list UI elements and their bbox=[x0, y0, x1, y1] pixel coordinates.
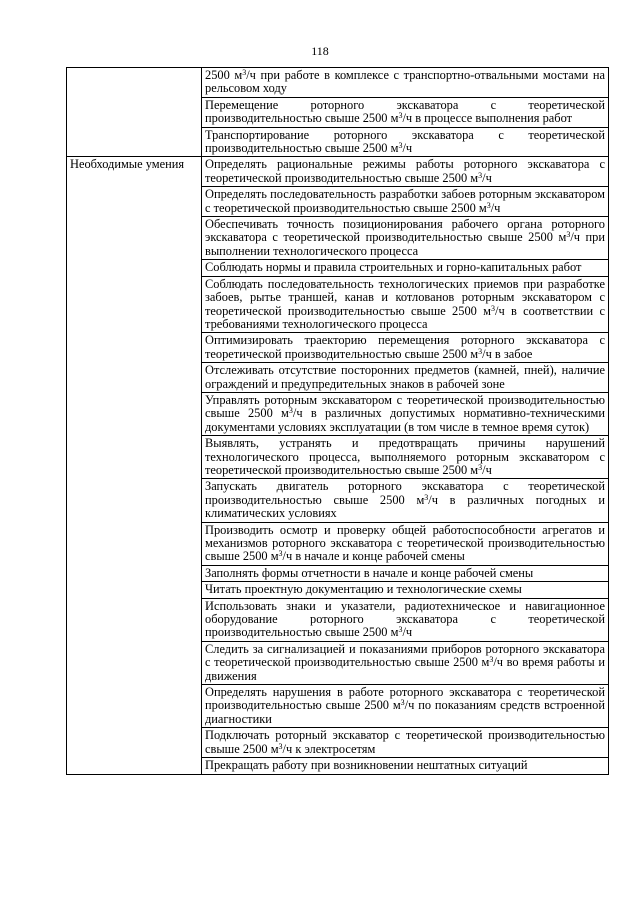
requirement-text: Определять последовательность разработки забоев роторным экскаватором с теоретической производительностью свыше 2500 $м^3/ч$ bbox=[202, 187, 609, 217]
requirement-text: 2500 $м^3/ч$ при работе в комплексе с транспортно-отвальными мостами на рельсовом ходу bbox=[202, 68, 609, 98]
requirement-text: Запускать двигатель роторного экскаватора с теоретической производительностью свыше 2500 $м^3/ч$ в различных погодных и климатических условиях bbox=[202, 479, 609, 522]
requirements-table bbox=[66, 67, 609, 775]
requirement-text: Управлять роторным экскаватором с теоретической производительностью свыше 2500 $м^3/ч$ в различных допустимых нормативно-техническими документами условиях эксплуатации (в том числе в темное время суток) bbox=[202, 392, 609, 435]
section-label bbox=[67, 68, 202, 157]
table-row bbox=[67, 68, 609, 98]
requirement-text: Отслеживать отсутствие посторонних предметов (камней, пней), наличие ограждений и предупредительных знаков в рабочей зоне bbox=[202, 363, 609, 393]
requirement-text: Прекращать работу при возникновении нештатных ситуаций bbox=[202, 758, 609, 774]
requirement-text: Оптимизировать траекторию перемещения роторного экскаватора с теоретической производительностью свыше 2500 $м^3/ч$ в забое bbox=[202, 333, 609, 363]
page-number: 118 bbox=[311, 44, 329, 58]
section-label: Необходимые умения bbox=[67, 157, 202, 774]
requirement-text: Определять нарушения в работе роторного экскаватора с теоретической производительностью свыше 2500 $м^3/ч$ по показаниям средств встроенной диагностики bbox=[202, 685, 609, 728]
requirement-text: Соблюдать последовательность технологических приемов при разработке забоев, рытье траншей, канав и котлованов роторным экскаватором с теоретической производительностью свыше 2500 $м^3/ч$ в соответствии с требованиями технологического процесса bbox=[202, 276, 609, 333]
requirement-text: Определять рациональные режимы работы роторного экскаватора с теоретической производительностью свыше 2500 $м^3/ч$ bbox=[202, 157, 609, 187]
requirement-text: Перемещение роторного экскаватора с теоретической производительностью свыше 2500 $м^3/ч$ в процессе выполнения работ bbox=[202, 97, 609, 127]
table-row bbox=[67, 157, 609, 187]
requirement-text: Заполнять формы отчетности в начале и конце рабочей смены bbox=[202, 565, 609, 581]
requirement-text: Производить осмотр и проверку общей работоспособности агрегатов и механизмов роторного экскаватора с теоретической производительностью свыше 2500 $м^3/ч$ в начале и конце рабочей смены bbox=[202, 522, 609, 565]
table-body bbox=[67, 68, 609, 775]
requirement-text: Использовать знаки и указатели, радиотехническое и навигационное оборудование роторного экскаватора с теоретической производительностью свыше 2500 $м^3/ч$ bbox=[202, 598, 609, 641]
requirement-text: Следить за сигнализацией и показаниями приборов роторного экскаватора с теоретической производительностью свыше 2500 $м^3/ч$ во время работы и движения bbox=[202, 641, 609, 684]
requirement-text: Читать проектную документацию и технологические схемы bbox=[202, 582, 609, 598]
requirement-text: Соблюдать нормы и правила строительных и горно-капитальных работ bbox=[202, 260, 609, 276]
requirement-text: Выявлять, устранять и предотвращать причины нарушений технологического процесса, выполняемого роторным экскаватором с теоретической производительностью свыше 2500 $м^3/ч$ bbox=[202, 436, 609, 479]
requirement-text: Транспортирование роторного экскаватора с теоретической производительностью свыше 2500 $м^3/ч$ bbox=[202, 127, 609, 157]
requirement-text: Обеспечивать точность позиционирования рабочего органа роторного экскаватора с теоретической производительностью свыше 2500 $м^3/ч$ при выполнении технологического процесса bbox=[202, 217, 609, 260]
requirement-text: Подключать роторный экскаватор с теоретической производительностью свыше 2500 $м^3/ч$ к электросетям bbox=[202, 728, 609, 758]
